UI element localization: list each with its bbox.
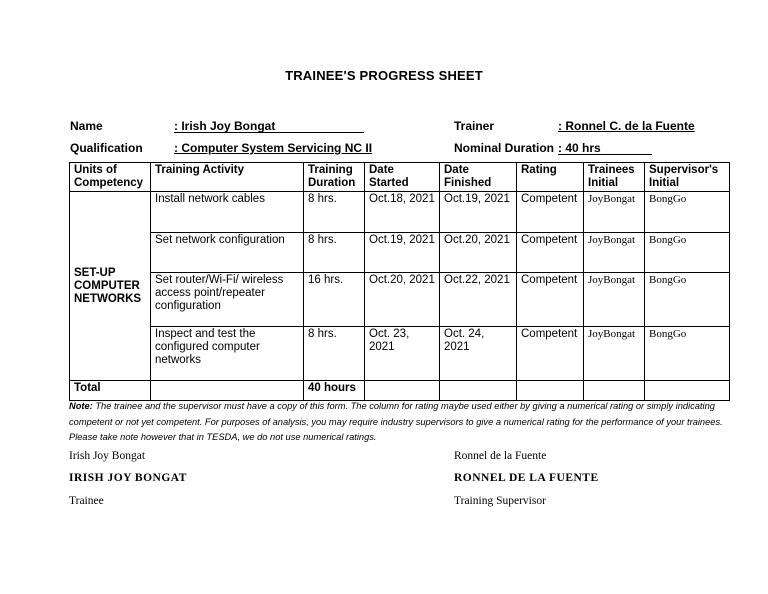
name-label: Name [70, 119, 103, 133]
progress-table [69, 162, 730, 401]
empty-cell [645, 381, 730, 401]
total-value: 40 hours [304, 381, 365, 401]
header-supervisor-initial: Supervisor's Initial [645, 163, 730, 192]
header-duration: Training Duration [304, 163, 365, 192]
rating-cell: Competent [517, 233, 584, 273]
name-value: : Irish Joy Bongat [174, 119, 364, 133]
supervisor-initial-cell: BongGo [645, 192, 730, 233]
qualification-value: : Computer System Servicing NC II [174, 141, 373, 155]
supervisor-signature: Ronnel de la Fuente [454, 450, 547, 462]
duration-cell: 8 hrs. [304, 327, 365, 381]
empty-cell [440, 381, 517, 401]
date-finished-cell: Oct.19, 2021 [440, 192, 517, 233]
header-rating: Rating [517, 163, 584, 192]
table-row [70, 233, 730, 273]
duration-cell: 8 hrs. [304, 192, 365, 233]
total-row [70, 381, 730, 401]
header-date-finished: Date Finished [440, 163, 517, 192]
header-date-started: Date Started [365, 163, 440, 192]
note-body: The trainee and the supervisor must have a copy of this form. The column for rating maybe used either by giving a numerical rating or simply indicating competent or not yet competent. For purposes of analysis, you may require industry supervisors to give a numerical rating for the performance of your trainees. Please take note however that in TESDA, we do not use numerical ratings. [69, 401, 723, 442]
header-trainee-initial: Trainees Initial [584, 163, 645, 192]
supervisor-initial-cell: BongGo [645, 273, 730, 327]
date-finished-cell: Oct.22, 2021 [440, 273, 517, 327]
table-header-row [70, 163, 730, 192]
trainee-initial-cell: JoyBongat [584, 192, 645, 233]
trainee-initial-cell: JoyBongat [584, 233, 645, 273]
date-started-cell: Oct.18, 2021 [365, 192, 440, 233]
empty-cell [584, 381, 645, 401]
trainee-signature: Irish Joy Bongat [69, 450, 146, 462]
empty-cell [365, 381, 440, 401]
table-row [70, 273, 730, 327]
table-row [70, 192, 730, 233]
page-title: TRAINEE'S PROGRESS SHEET [285, 68, 483, 83]
note-text [69, 399, 729, 446]
trainer-label: Trainer [454, 119, 495, 133]
empty-cell [517, 381, 584, 401]
nominal-duration-value: : 40 hrs [558, 141, 652, 155]
date-finished-cell: Oct.20, 2021 [440, 233, 517, 273]
rating-cell: Competent [517, 273, 584, 327]
rating-cell: Competent [517, 192, 584, 233]
header-activity: Training Activity [151, 163, 304, 192]
activity-cell: Set router/Wi-Fi/ wireless access point/repeater configuration [151, 273, 304, 327]
date-started-cell: Oct.19, 2021 [365, 233, 440, 273]
date-finished-cell: Oct. 24, 2021 [440, 327, 517, 381]
activity-cell: Set network configuration [151, 233, 304, 273]
total-label: Total [70, 381, 151, 401]
table-row [70, 327, 730, 381]
supervisor-initial-cell: BongGo [645, 327, 730, 381]
date-started-cell: Oct. 23, 2021 [365, 327, 440, 381]
rating-cell: Competent [517, 327, 584, 381]
qualification-label: Qualification [70, 141, 143, 155]
supervisor-name: RONNEL DE LA FUENTE [454, 472, 599, 484]
activity-cell: Install network cables [151, 192, 304, 233]
trainee-role: Trainee [69, 495, 104, 507]
activity-cell: Inspect and test the configured computer networks [151, 327, 304, 381]
duration-cell: 8 hrs. [304, 233, 365, 273]
date-started-cell: Oct.20, 2021 [365, 273, 440, 327]
empty-cell [151, 381, 304, 401]
trainer-value: : Ronnel C. de la Fuente [558, 119, 695, 133]
note-label: Note: [69, 401, 93, 411]
trainee-name: IRISH JOY BONGAT [69, 472, 187, 484]
trainee-initial-cell: JoyBongat [584, 273, 645, 327]
supervisor-role: Training Supervisor [454, 495, 546, 507]
header-units: Units of Competency [70, 163, 151, 192]
trainee-initial-cell: JoyBongat [584, 327, 645, 381]
unit-of-competency: SET-UP COMPUTER NETWORKS [70, 192, 151, 381]
supervisor-initial-cell: BongGo [645, 233, 730, 273]
duration-cell: 16 hrs. [304, 273, 365, 327]
nominal-duration-label: Nominal Duration [454, 141, 555, 155]
